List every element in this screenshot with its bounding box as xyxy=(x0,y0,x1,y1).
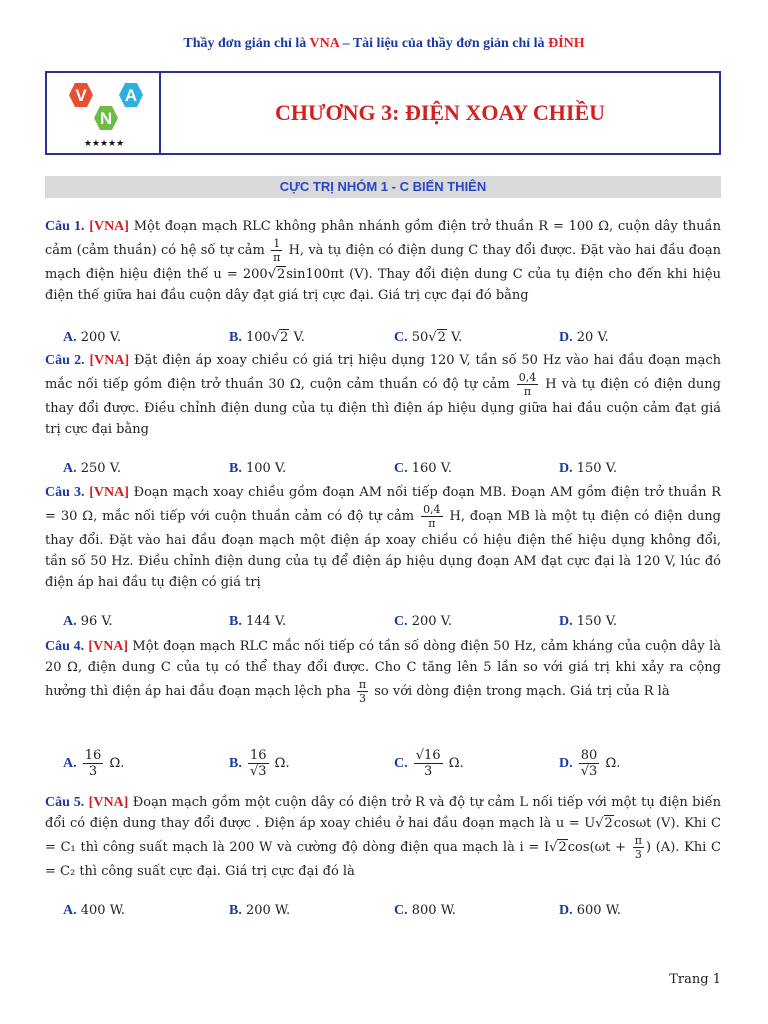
banner-vna: VNA xyxy=(309,36,340,51)
question-1 xyxy=(45,216,721,306)
chapter-number: CHƯƠNG 3: xyxy=(274,100,400,125)
question-number: Câu 3. xyxy=(45,485,85,500)
question-text: cosωt (V). Khi C = C₁ thì công suất mạch là 200 W và cường độ dòng điện qua mạch là i = I xyxy=(45,816,721,855)
banner-text-2: – Tài liệu của thầy đơn giản chỉ là xyxy=(339,36,549,51)
question-number: Câu 2. xyxy=(45,353,85,368)
question-number: Câu 4. xyxy=(45,639,85,654)
question-text: H, và tụ điện có điện dung C thay đổi được. Đặt vào hai đầu đoạn mạch điện hiệu điện thế u = 200 xyxy=(45,243,721,282)
answer-b[interactable]: B. $\frac{16}{√3}$ Ω. xyxy=(229,748,290,779)
vna-logo xyxy=(47,73,161,153)
chapter-header xyxy=(45,71,721,155)
question-text: ) (A). Khi C = C₂ thì công suất cực đại. Giá trị cực đại đó là xyxy=(45,840,721,879)
question-tag: [VNA] xyxy=(88,639,129,654)
question-number: Câu 1. xyxy=(45,219,85,234)
answer-d[interactable]: D. 600 W. xyxy=(559,903,621,918)
chapter-name: ĐIỆN XOAY CHIỀU xyxy=(399,100,606,125)
fraction: $\frac{0,4}{\pi}$ xyxy=(423,503,441,530)
question-text: so với dòng điện trong mạch. Giá trị của R là xyxy=(370,684,670,699)
answer-c[interactable]: C. 50√2 V. xyxy=(394,330,463,345)
question-number: Câu 5. xyxy=(45,795,85,810)
sqrt: √2 xyxy=(595,816,613,831)
question-text: Đặt điện áp xoay chiều có giá trị hiệu dụng 120 V, tần số 50 Hz vào hai đầu đoạn mạch mắc nối tiếp gồm điện trở thuần 30 Ω, cuộn cảm thuần có độ tự cảm xyxy=(45,353,721,392)
question-tag: [VNA] xyxy=(88,795,129,810)
answer-b[interactable]: B. 100√2 V. xyxy=(229,330,305,345)
answer-c[interactable]: C. $\frac{√16}{3}$ Ω. xyxy=(394,748,464,779)
banner-text: Thầy đơn giản chỉ là xyxy=(183,36,310,51)
question-2 xyxy=(45,350,721,440)
answer-c[interactable]: C. 800 W. xyxy=(394,903,456,918)
question-5 xyxy=(45,792,721,882)
answer-b[interactable]: B. 200 W. xyxy=(229,903,291,918)
answer-d[interactable]: D. 150 V. xyxy=(559,614,617,629)
sqrt: √2 xyxy=(267,267,286,282)
question-text: sin100πt (V). Thay đổi điện dung C của tụ điện cho đến khi hiệu điện thế giữa hai đầu cuộn dây đạt giá trị cực đại. Giá trị cực đại đó bằng xyxy=(45,267,721,303)
svg-text:N: N xyxy=(99,109,113,128)
question-3 xyxy=(45,482,721,593)
answer-b[interactable]: B. 100 V. xyxy=(229,461,287,476)
svg-text:★★★★★: ★★★★★ xyxy=(83,139,125,149)
question-text: Đoạn mạch xoay chiều gồm đoạn AM nối tiếp đoạn MB. Đoạn AM gồm điện trở thuần R = 30 Ω, mắc nối tiếp với cuộn thuần cảm có độ tự cảm xyxy=(45,485,721,524)
fraction: $\frac{0,4}{\pi}$ xyxy=(518,371,537,398)
answer-b[interactable]: B. 144 V. xyxy=(229,614,287,629)
question-text: Một đoạn mạch RLC không phân nhánh gồm điện trở thuần R = 100 Ω, cuộn dây thuần cảm (cảm thuần) có hệ số tự cảm xyxy=(45,219,721,258)
answer-d[interactable]: D. 150 V. xyxy=(559,461,617,476)
chapter-title xyxy=(161,73,719,153)
question-tag: [VNA] xyxy=(89,485,129,500)
fraction: $\frac{\pi}{3}$ xyxy=(634,834,642,861)
question-text: Một đoạn mạch RLC mắc nối tiếp có tần số dòng điện 50 Hz, cảm kháng của cuộn dây là 20 Ω, điện dung C của tụ có thể thay đổi được. Cho C tăng lên 5 lần so với giá trị khi xảy ra cộng hưởng thì điện áp hai đầu đoạn mạch lệch pha xyxy=(45,639,721,699)
answer-a[interactable]: A. 96 V. xyxy=(63,614,113,629)
banner-dinh: ĐỈNH xyxy=(548,36,585,51)
answer-d[interactable]: D. $\frac{80}{√3}$ Ω. xyxy=(559,748,621,779)
question-tag: [VNA] xyxy=(89,219,129,234)
question-text: cos(ωt + xyxy=(567,840,631,855)
svg-text:A: A xyxy=(124,86,138,105)
answer-a[interactable]: A. $\frac{16}{3}$ Ω. xyxy=(63,748,125,779)
page-number: Trang 1 xyxy=(669,972,721,987)
question-text: H và tụ điện có điện dung thay đổi được. Điều chỉnh điện dung của tụ điện thì điện áp hiệu dụng giữa hai đầu cuộn cảm đạt giá trị cực đại bằng xyxy=(45,377,721,437)
fraction: $\frac{\pi}{3}$ xyxy=(358,678,367,705)
answer-c[interactable]: C. 160 V. xyxy=(394,461,452,476)
page-banner xyxy=(0,36,768,52)
section-heading: CỰC TRỊ NHÓM 1 - C BIẾN THIÊN xyxy=(45,176,721,198)
answer-c[interactable]: C. 200 V. xyxy=(394,614,452,629)
answer-a[interactable]: A. 250 V. xyxy=(63,461,121,476)
question-4 xyxy=(45,636,721,705)
answer-d[interactable]: D. 20 V. xyxy=(559,330,609,345)
sqrt: √2 xyxy=(549,840,567,855)
question-text: H, đoạn MB là một tụ điện có điện dung thay đổi. Đặt vào hai đầu đoạn mạch một điện áp xoay chiều có hiệu điện thế hiệu dụng không đổi, tần số 50 Hz. Điều chỉnh điện dung của tụ để điện áp hiệu dụng đoạn AM đạt cực đại là 120 V, lúc đó điện áp hai đầu tụ điện có giá trị xyxy=(45,509,721,590)
question-tag: [VNA] xyxy=(89,353,130,368)
question-text: Đoạn mạch gồm một cuộn dây có điện trở R và độ tự cảm L nối tiếp với một tụ điện biến đổi có điện dung thay đổi được . Điện áp xoay chiều ở hai đầu đoạn mạch là u = U xyxy=(45,795,721,831)
svg-text:V: V xyxy=(75,86,87,105)
answer-a[interactable]: A. 400 W. xyxy=(63,903,125,918)
answer-a[interactable]: A. 200 V. xyxy=(63,330,121,345)
fraction: $\frac{1}{\pi}$ xyxy=(273,237,281,264)
